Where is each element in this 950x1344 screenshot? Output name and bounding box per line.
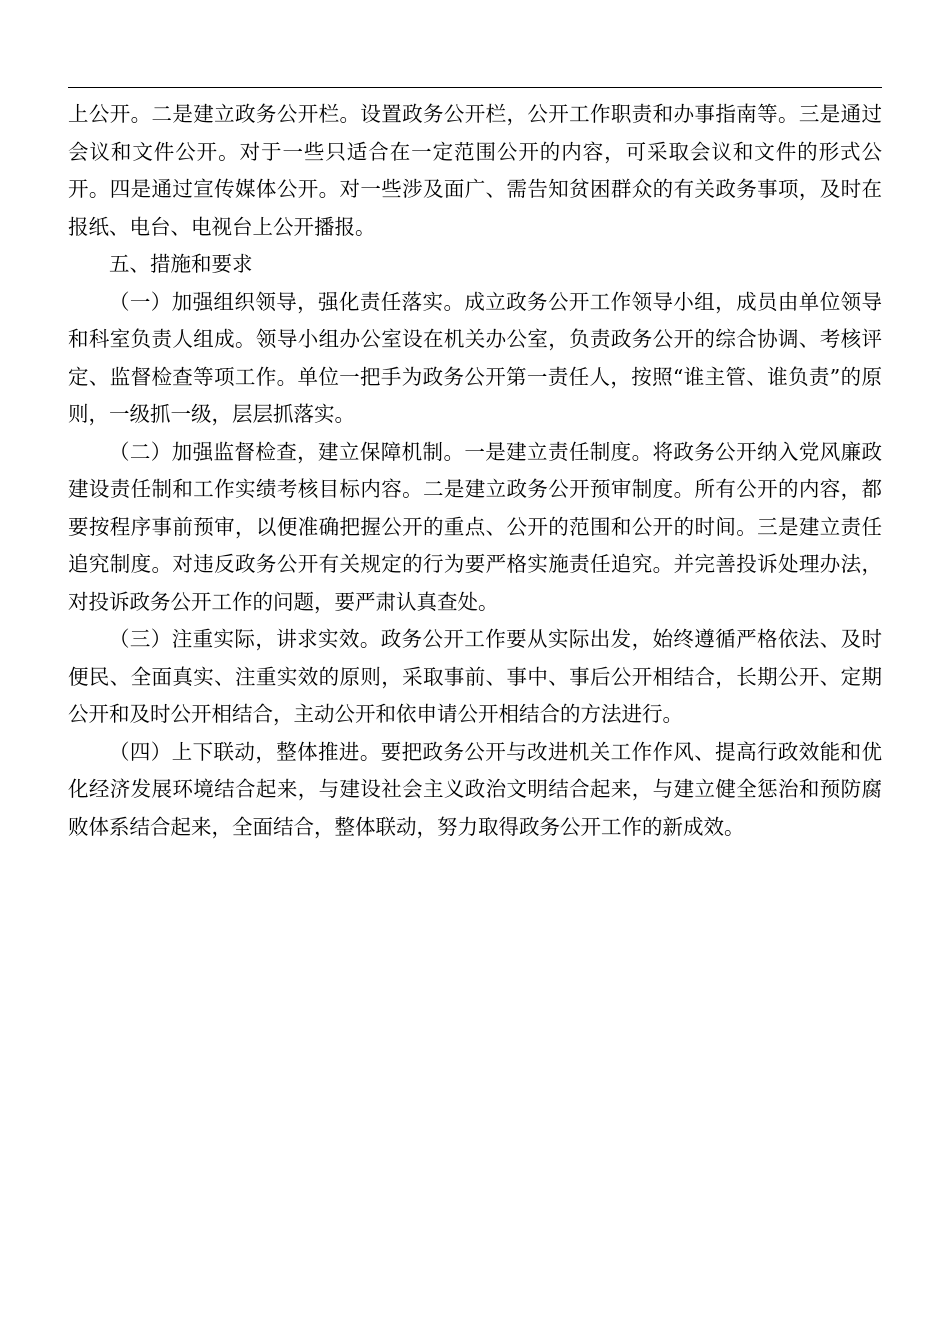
paragraph-measure-4: （四）上下联动，整体推进。要把政务公开与改进机关工作作风、提高行政效能和优化经济发展环境结合起来，与建设社会主义政治文明结合起来，与建立健全惩治和预防腐败体系结合起来，全面结合，整体联动，努力取得政务公开工作的新成效。 [68, 739, 882, 839]
paragraph-measure-2: （二）加强监督检查，建立保障机制。一是建立责任制度。将政务公开纳入党风廉政建设责任制和工作实绩考核目标内容。二是建立政务公开预审制度。所有公开的内容，都要按程序事前预审，以便准确把握公开的重点、公开的范围和公开的时间。三是建立责任追究制度。对违反政务公开有关规定的行为要严格实施责任追究。并完善投诉处理办法，对投诉政务公开工作的问题，要严肃认真查处。 [68, 439, 882, 614]
header-rule [68, 87, 882, 88]
section-heading-measures: 五、措施和要求 [109, 252, 253, 276]
paragraph-measure-1: （一）加强组织领导，强化责任落实。成立政务公开工作领导小组，成员由单位领导和科室负责人组成。领导小组办公室设在机关办公室，负责政务公开的综合协调、考核评定、监督检查等项工作。单位一把手为政务公开第一责任人，按照“谁主管、谁负责”的原则，一级抓一级，层层抓落实。 [68, 289, 882, 426]
paragraph-continuation: 上公开。二是建立政务公开栏。设置政务公开栏，公开工作职责和办事指南等。三是通过会议和文件公开。对于一些只适合在一定范围公开的内容，可采取会议和文件的形式公开。四是通过宣传媒体公开。对一些涉及面广、需告知贫困群众的有关政务事项，及时在报纸、电台、电视台上公开播报。 [68, 102, 882, 239]
document-body [68, 96, 882, 846]
paragraph-measure-3: （三）注重实际，讲求实效。政务公开工作要从实际出发，始终遵循严格依法、及时便民、全面真实、注重实效的原则，采取事前、事中、事后公开相结合，长期公开、定期公开和及时公开相结合，主动公开和依申请公开相结合的方法进行。 [68, 627, 882, 726]
